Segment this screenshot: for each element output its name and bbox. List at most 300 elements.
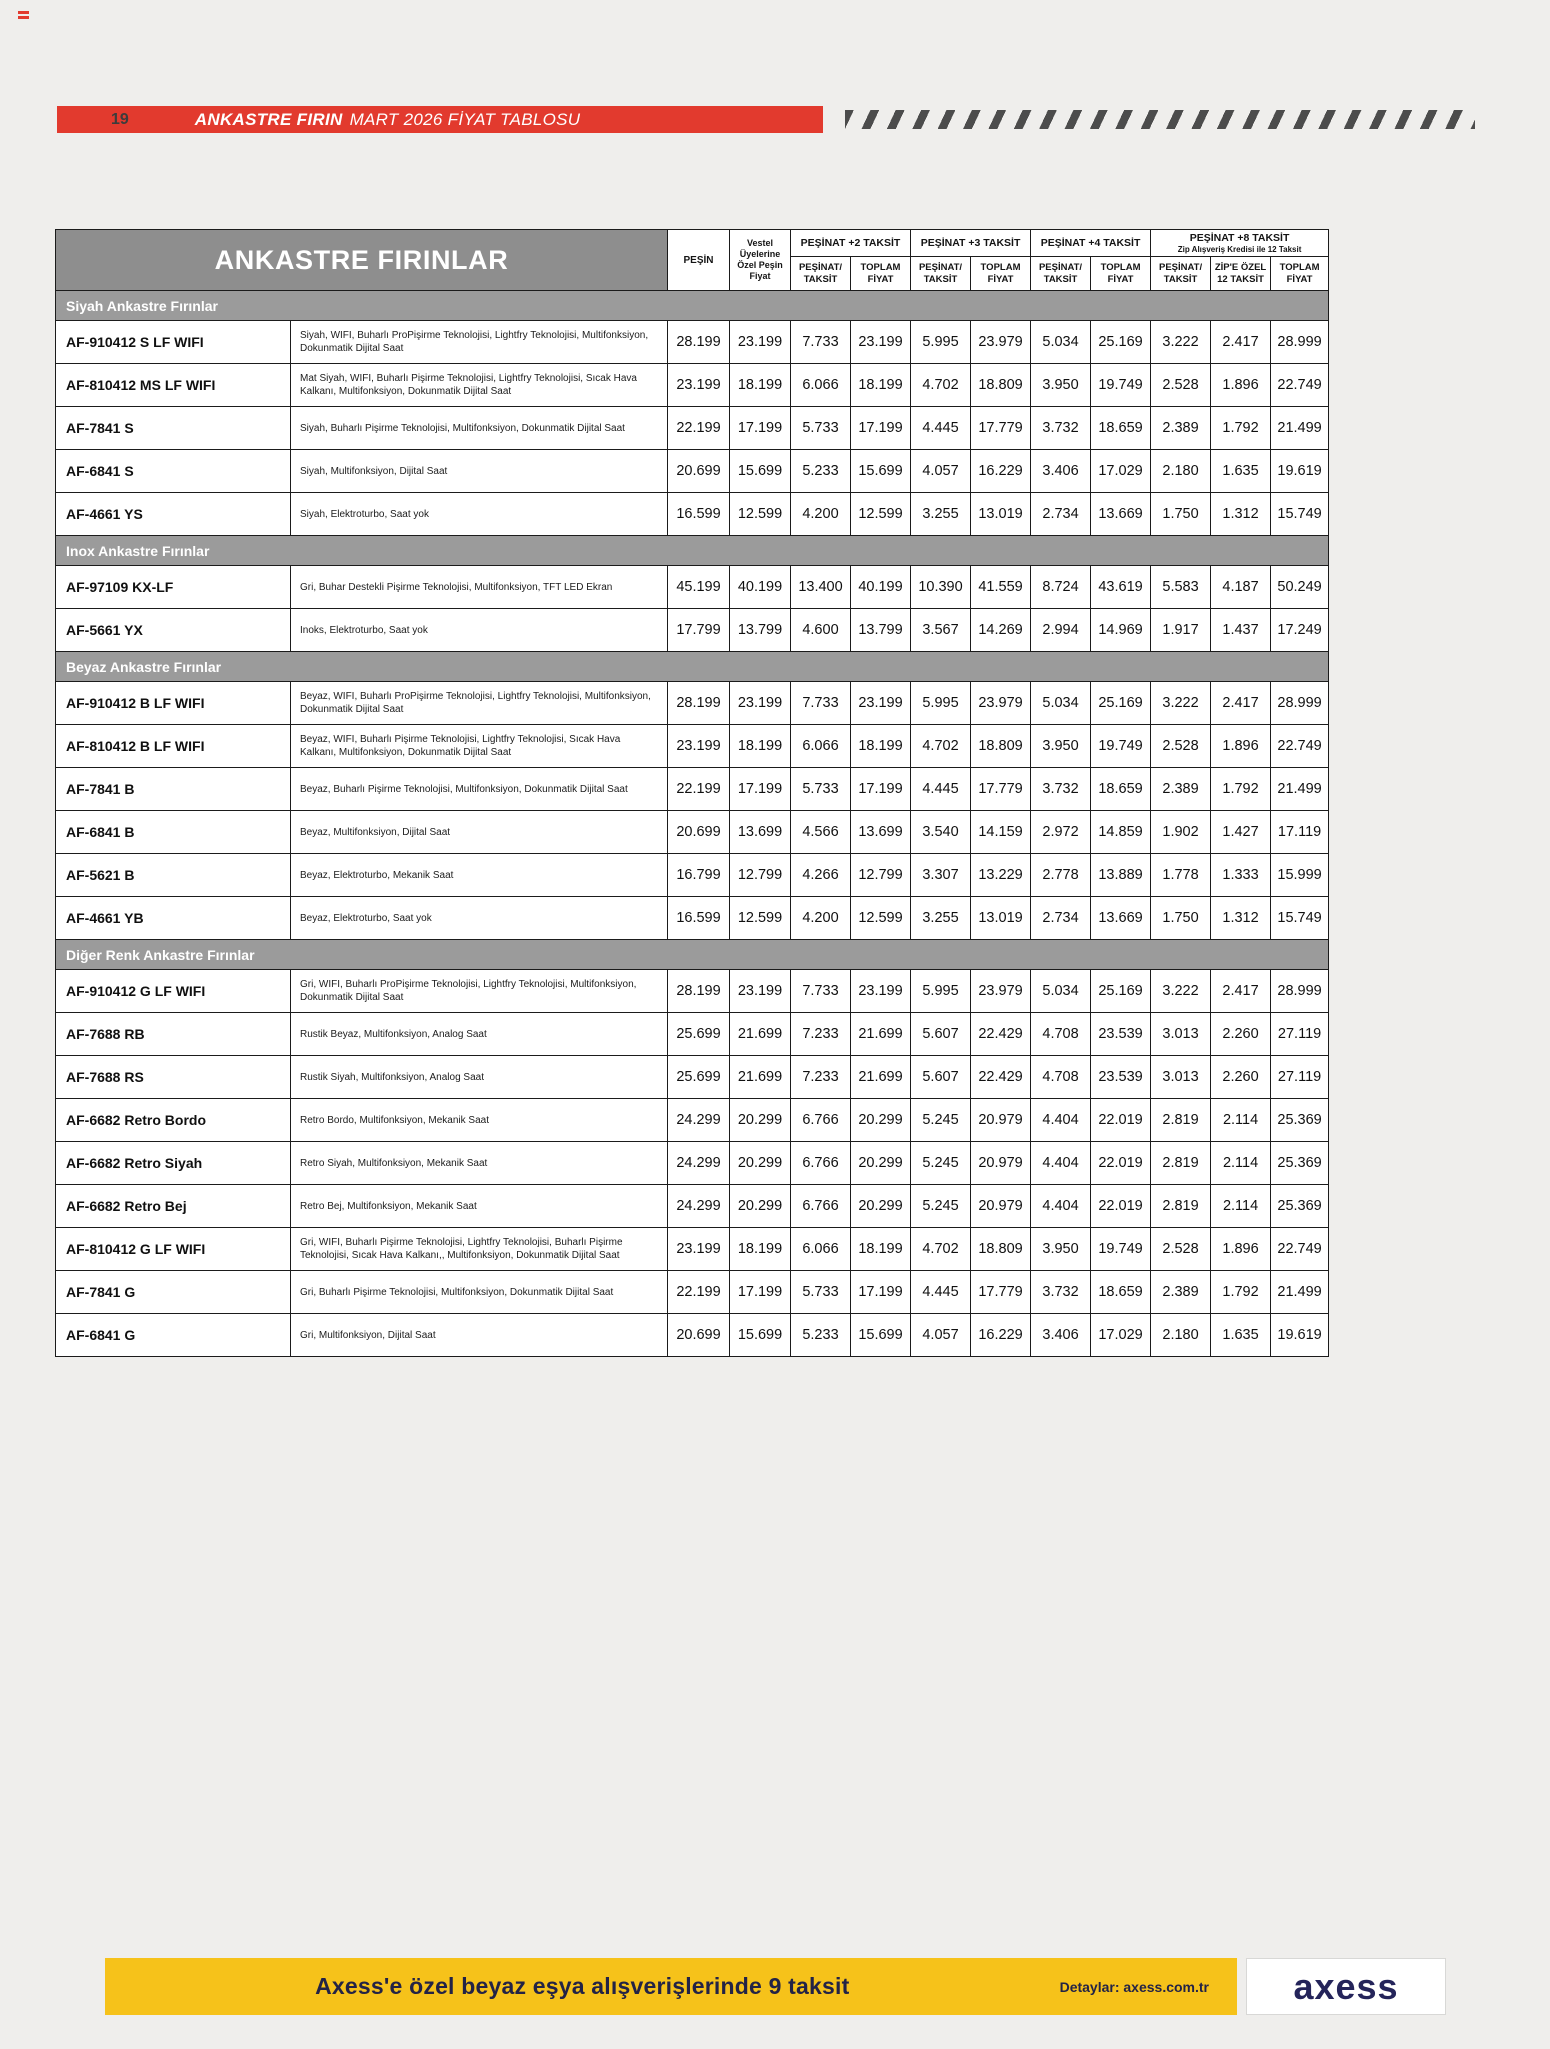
price-value: 1.896 [1211,364,1271,407]
price-value: 17.029 [1091,1314,1151,1357]
price-value: 4.404 [1031,1185,1091,1228]
col-header-vestel-uyelik: Vestel Üyelerine Özel Peşin Fiyat [730,230,791,291]
product-model: AF-4661 YS [56,493,291,536]
price-value: 40.199 [730,566,791,609]
price-value: 12.599 [730,493,791,536]
price-value: 5.034 [1031,682,1091,725]
price-value: 5.995 [911,682,971,725]
price-value: 1.312 [1211,897,1271,940]
price-value: 4.445 [911,407,971,450]
price-value: 28.999 [1271,321,1329,364]
price-value: 18.659 [1091,407,1151,450]
price-value: 20.299 [851,1185,911,1228]
price-value: 3.013 [1151,1056,1211,1099]
product-model: AF-7688 RB [56,1013,291,1056]
product-model: AF-810412 B LF WIFI [56,725,291,768]
price-value: 5.034 [1031,970,1091,1013]
price-value: 27.119 [1271,1056,1329,1099]
price-value: 25.369 [1271,1185,1329,1228]
axess-logo-box [1246,1958,1446,2015]
corner-mark-icon [18,11,29,21]
price-value: 22.749 [1271,364,1329,407]
price-value: 18.809 [971,364,1031,407]
price-value: 4.702 [911,1228,971,1271]
price-table-body [56,291,1329,1357]
price-value: 1.896 [1211,1228,1271,1271]
price-value: 23.539 [1091,1056,1151,1099]
product-row [56,682,1329,725]
price-value: 17.029 [1091,450,1151,493]
price-value: 7.733 [791,682,851,725]
header-group-row [56,230,1329,257]
price-value: 13.799 [851,609,911,652]
section-title: Beyaz Ankastre Fırınlar [56,652,1329,682]
price-value: 23.539 [1091,1013,1151,1056]
price-value: 3.222 [1151,321,1211,364]
price-value: 23.979 [971,970,1031,1013]
price-value: 17.779 [971,768,1031,811]
price-value: 2.734 [1031,493,1091,536]
price-value: 5.995 [911,970,971,1013]
price-value: 23.199 [730,682,791,725]
page-header [57,106,1475,133]
price-value: 4.057 [911,450,971,493]
price-value: 23.199 [668,364,730,407]
product-description: Siyah, Multifonksiyon, Dijital Saat [291,450,668,493]
price-value: 43.619 [1091,566,1151,609]
axess-logo: axess [1293,1965,1399,2007]
product-row [56,1185,1329,1228]
price-value: 6.066 [791,1228,851,1271]
price-value: 19.619 [1271,1314,1329,1357]
price-value: 18.199 [730,1228,791,1271]
price-value: 14.859 [1091,811,1151,854]
price-value: 20.979 [971,1142,1031,1185]
price-value: 18.199 [851,364,911,407]
price-value: 1.917 [1151,609,1211,652]
product-model: AF-5621 B [56,854,291,897]
section-header-row [56,291,1329,321]
product-description: Gri, Multifonksiyon, Dijital Saat [291,1314,668,1357]
price-value: 25.169 [1091,970,1151,1013]
price-value: 13.019 [971,897,1031,940]
price-value: 14.969 [1091,609,1151,652]
price-value: 2.994 [1031,609,1091,652]
price-value: 15.699 [730,1314,791,1357]
price-value: 6.766 [791,1099,851,1142]
price-value: 12.599 [730,897,791,940]
price-value: 4.266 [791,854,851,897]
price-value: 16.599 [668,493,730,536]
price-value: 25.169 [1091,321,1151,364]
product-model: AF-6682 Retro Bordo [56,1099,291,1142]
price-value: 45.199 [668,566,730,609]
product-model: AF-5661 YX [56,609,291,652]
price-value: 6.766 [791,1142,851,1185]
price-value: 3.732 [1031,1271,1091,1314]
product-model: AF-910412 S LF WIFI [56,321,291,364]
price-value: 8.724 [1031,566,1091,609]
banner-text: Axess'e özel beyaz eşya alışverişlerinde 9 taksit [315,1973,850,1999]
price-value: 17.249 [1271,609,1329,652]
col-header-pesinat-taksit-2: PEŞİNAT/ TAKSİT [791,257,851,291]
price-value: 4.702 [911,364,971,407]
price-value: 5.733 [791,1271,851,1314]
product-row [56,1099,1329,1142]
page-number: 19 [111,110,129,128]
price-value: 22.429 [971,1056,1031,1099]
price-value: 4.404 [1031,1099,1091,1142]
price-value: 2.260 [1211,1013,1271,1056]
price-value: 2.114 [1211,1185,1271,1228]
price-value: 2.389 [1151,1271,1211,1314]
price-value: 1.333 [1211,854,1271,897]
price-value: 50.249 [1271,566,1329,609]
price-value: 20.979 [971,1099,1031,1142]
price-value: 2.180 [1151,1314,1211,1357]
section-title: Siyah Ankastre Fırınlar [56,291,1329,321]
price-value: 7.233 [791,1056,851,1099]
price-value: 14.159 [971,811,1031,854]
product-model: AF-4661 YB [56,897,291,940]
price-value: 2.528 [1151,725,1211,768]
product-description: Siyah, Elektroturbo, Saat yok [291,493,668,536]
product-row [56,609,1329,652]
price-value: 18.199 [851,1228,911,1271]
price-value: 17.199 [851,407,911,450]
corner-mark-line [18,16,29,19]
price-value: 1.635 [1211,450,1271,493]
product-description: Beyaz, Multifonksiyon, Dijital Saat [291,811,668,854]
price-value: 3.950 [1031,364,1091,407]
table-title: ANKASTRE FIRINLAR [56,230,668,291]
product-model: AF-910412 G LF WIFI [56,970,291,1013]
product-row [56,1314,1329,1357]
price-value: 4.404 [1031,1142,1091,1185]
price-value: 23.979 [971,682,1031,725]
price-value: 13.799 [730,609,791,652]
price-value: 3.732 [1031,768,1091,811]
price-value: 2.819 [1151,1185,1211,1228]
price-value: 4.445 [911,768,971,811]
price-value: 13.889 [1091,854,1151,897]
product-model: AF-910412 B LF WIFI [56,682,291,725]
price-value: 2.260 [1211,1056,1271,1099]
price-value: 15.699 [851,450,911,493]
price-value: 5.583 [1151,566,1211,609]
price-value: 1.312 [1211,493,1271,536]
product-description: Beyaz, Buharlı Pişirme Teknolojisi, Multifonksiyon, Dokunmatik Dijital Saat [291,768,668,811]
price-value: 25.369 [1271,1142,1329,1185]
product-model: AF-7688 RS [56,1056,291,1099]
product-model: AF-6841 B [56,811,291,854]
price-value: 4.200 [791,493,851,536]
price-value: 15.699 [851,1314,911,1357]
price-value: 25.699 [668,1056,730,1099]
product-row [56,970,1329,1013]
col-group-pesinat-8-taksit [1151,230,1329,257]
axess-banner [105,1958,1237,2015]
price-value: 28.999 [1271,682,1329,725]
product-row [56,1271,1329,1314]
product-description: Rustik Siyah, Multifonksiyon, Analog Saat [291,1056,668,1099]
product-row [56,1013,1329,1056]
product-model: AF-810412 G LF WIFI [56,1228,291,1271]
product-model: AF-7841 S [56,407,291,450]
product-model: AF-6682 Retro Bej [56,1185,291,1228]
price-value: 4.708 [1031,1013,1091,1056]
product-model: AF-7841 B [56,768,291,811]
price-value: 16.599 [668,897,730,940]
product-row [56,1142,1329,1185]
price-value: 28.199 [668,970,730,1013]
price-value: 2.819 [1151,1099,1211,1142]
footer-banner [105,1958,1446,2015]
product-description: Beyaz, Elektroturbo, Mekanik Saat [291,854,668,897]
price-value: 16.229 [971,450,1031,493]
price-value: 24.299 [668,1142,730,1185]
price-value: 16.799 [668,854,730,897]
product-model: AF-6841 G [56,1314,291,1357]
diagonal-stripes-decoration [845,110,1475,129]
price-value: 1.750 [1151,493,1211,536]
price-value: 1.792 [1211,407,1271,450]
product-model: AF-6841 S [56,450,291,493]
price-value: 19.749 [1091,364,1151,407]
price-value: 3.950 [1031,725,1091,768]
price-value: 7.733 [791,321,851,364]
price-value: 22.749 [1271,725,1329,768]
header-title-bold: ANKASTRE FIRIN [194,109,343,129]
price-value: 21.699 [730,1013,791,1056]
price-value: 17.799 [668,609,730,652]
price-value: 5.607 [911,1056,971,1099]
col-header-toplam-fiyat-2: TOPLAM FİYAT [851,257,911,291]
col-header-zipe-ozel-12-taksit: ZİP'E ÖZEL 12 TAKSİT [1211,257,1271,291]
product-model: AF-7841 G [56,1271,291,1314]
price-value: 2.528 [1151,1228,1211,1271]
price-value: 17.199 [730,768,791,811]
col-header-pesinat-taksit-8: PEŞİNAT/ TAKSİT [1151,257,1211,291]
price-value: 3.222 [1151,682,1211,725]
price-value: 18.659 [1091,768,1151,811]
price-value: 3.255 [911,897,971,940]
price-value: 19.619 [1271,450,1329,493]
price-value: 13.400 [791,566,851,609]
col-group-pesinat-3-taksit: PEŞİNAT +3 TAKSİT [911,230,1031,257]
price-value: 5.245 [911,1099,971,1142]
price-value: 12.599 [851,493,911,536]
col-header-toplam-fiyat-3: TOPLAM FİYAT [971,257,1031,291]
product-description: Inoks, Elektroturbo, Saat yok [291,609,668,652]
price-value: 1.896 [1211,725,1271,768]
product-description: Gri, Buharlı Pişirme Teknolojisi, Multifonksiyon, Dokunmatik Dijital Saat [291,1271,668,1314]
price-value: 2.389 [1151,768,1211,811]
price-value: 5.733 [791,407,851,450]
price-value: 2.417 [1211,970,1271,1013]
price-value: 7.233 [791,1013,851,1056]
price-value: 23.979 [971,321,1031,364]
price-value: 6.066 [791,725,851,768]
price-value: 2.778 [1031,854,1091,897]
price-value: 21.699 [730,1056,791,1099]
price-value: 22.199 [668,407,730,450]
price-value: 13.019 [971,493,1031,536]
product-description: Gri, WIFI, Buharlı Pişirme Teknolojisi, Lightfry Teknolojisi, Buharlı Pişirme Teknolojisi, Sıcak Hava Kalkanı,, Multifonksiyon, Dokunmatik Dijital Saat [291,1228,668,1271]
product-description: Siyah, WIFI, Buharlı ProPişirme Teknolojisi, Lightfry Teknolojisi, Multifonksiyon, Dokunmatik Dijital Saat [291,321,668,364]
header-red-bar [57,106,823,133]
price-value: 5.245 [911,1185,971,1228]
price-value: 4.566 [791,811,851,854]
section-header-row [56,940,1329,970]
product-description: Beyaz, Elektroturbo, Saat yok [291,897,668,940]
section-title: Diğer Renk Ankastre Fırınlar [56,940,1329,970]
price-value: 20.699 [668,1314,730,1357]
product-description: Retro Siyah, Multifonksiyon, Mekanik Saat [291,1142,668,1185]
price-value: 20.299 [851,1142,911,1185]
price-value: 5.245 [911,1142,971,1185]
header-title-rest: MART 2026 FİYAT TABLOSU [349,109,581,129]
price-value: 3.222 [1151,970,1211,1013]
price-value: 17.779 [971,407,1031,450]
product-description: Rustik Beyaz, Multifonksiyon, Analog Saat [291,1013,668,1056]
price-value: 12.799 [851,854,911,897]
product-row [56,811,1329,854]
price-value: 6.066 [791,364,851,407]
price-table [55,229,1329,1357]
price-value: 2.734 [1031,897,1091,940]
price-value: 21.699 [851,1056,911,1099]
price-value: 1.792 [1211,1271,1271,1314]
price-value: 22.199 [668,768,730,811]
product-row [56,725,1329,768]
corner-mark-line [18,11,29,14]
price-value: 1.902 [1151,811,1211,854]
price-value: 23.199 [851,682,911,725]
price-value: 3.013 [1151,1013,1211,1056]
price-value: 3.307 [911,854,971,897]
price-value: 6.766 [791,1185,851,1228]
col-group-pesinat-8-label: PEŞİNAT +8 TAKSİT [1189,232,1290,244]
section-header-row [56,652,1329,682]
price-table-header [56,230,1329,291]
price-value: 18.659 [1091,1271,1151,1314]
section-header-row [56,536,1329,566]
price-value: 15.749 [1271,493,1329,536]
price-value: 2.389 [1151,407,1211,450]
price-value: 21.499 [1271,407,1329,450]
price-value: 15.699 [730,450,791,493]
price-value: 24.299 [668,1099,730,1142]
price-value: 23.199 [851,321,911,364]
price-value: 41.559 [971,566,1031,609]
product-model: AF-6682 Retro Siyah [56,1142,291,1185]
price-value: 1.635 [1211,1314,1271,1357]
price-value: 13.229 [971,854,1031,897]
price-value: 5.607 [911,1013,971,1056]
price-value: 13.669 [1091,897,1151,940]
price-value: 1.778 [1151,854,1211,897]
price-value: 4.187 [1211,566,1271,609]
product-description: Mat Siyah, WIFI, Buharlı Pişirme Teknolojisi, Lightfry Teknolojisi, Sıcak Hava Kalkanı, Multifonksiyon, Dokunmatik Dijital Saat [291,364,668,407]
price-value: 5.733 [791,768,851,811]
price-value: 40.199 [851,566,911,609]
price-value: 2.819 [1151,1142,1211,1185]
price-value: 12.599 [851,897,911,940]
price-value: 5.233 [791,1314,851,1357]
price-value: 25.369 [1271,1099,1329,1142]
header-title [195,110,581,130]
product-row [56,321,1329,364]
price-value: 4.702 [911,725,971,768]
product-row [56,493,1329,536]
price-value: 16.229 [971,1314,1031,1357]
product-row [56,897,1329,940]
price-value: 25.169 [1091,682,1151,725]
price-value: 24.299 [668,1185,730,1228]
col-header-toplam-fiyat-8: TOPLAM FİYAT [1271,257,1329,291]
price-value: 27.119 [1271,1013,1329,1056]
product-row [56,364,1329,407]
price-value: 3.950 [1031,1228,1091,1271]
price-value: 18.809 [971,725,1031,768]
price-value: 3.732 [1031,407,1091,450]
price-value: 23.199 [668,1228,730,1271]
price-value: 4.708 [1031,1056,1091,1099]
price-value: 7.733 [791,970,851,1013]
col-header-pesinat-taksit-4: PEŞİNAT/ TAKSİT [1031,257,1091,291]
price-value: 17.119 [1271,811,1329,854]
price-value: 3.406 [1031,450,1091,493]
product-model: AF-97109 KX-LF [56,566,291,609]
price-value: 5.233 [791,450,851,493]
price-value: 1.792 [1211,768,1271,811]
price-value: 4.200 [791,897,851,940]
product-description: Beyaz, WIFI, Buharlı Pişirme Teknolojisi, Lightfry Teknolojisi, Sıcak Hava Kalkanı, Multifonksiyon, Dokunmatik Dijital Saat [291,725,668,768]
price-value: 13.669 [1091,493,1151,536]
banner-details: Detaylar: axess.com.tr [1059,1978,1209,1995]
price-value: 20.699 [668,450,730,493]
col-header-toplam-fiyat-4: TOPLAM FİYAT [1091,257,1151,291]
price-value: 22.019 [1091,1142,1151,1185]
price-value: 21.499 [1271,1271,1329,1314]
price-value: 3.567 [911,609,971,652]
price-value: 18.809 [971,1228,1031,1271]
product-description: Retro Bordo, Multifonksiyon, Mekanik Saat [291,1099,668,1142]
price-value: 20.699 [668,811,730,854]
price-value: 20.979 [971,1185,1031,1228]
price-value: 2.114 [1211,1142,1271,1185]
price-value: 23.199 [851,970,911,1013]
price-value: 28.199 [668,321,730,364]
price-value: 23.199 [730,321,791,364]
section-title: Inox Ankastre Fırınlar [56,536,1329,566]
price-value: 4.600 [791,609,851,652]
price-value: 2.528 [1151,364,1211,407]
price-value: 22.199 [668,1271,730,1314]
price-value: 2.180 [1151,450,1211,493]
price-value: 13.699 [730,811,791,854]
col-header-pesin: PEŞİN [668,230,730,291]
price-value: 12.799 [730,854,791,897]
price-value: 22.749 [1271,1228,1329,1271]
price-value: 10.390 [911,566,971,609]
price-value: 5.995 [911,321,971,364]
product-description: Gri, WIFI, Buharlı ProPişirme Teknolojisi, Lightfry Teknolojisi, Multifonksiyon, Dokunmatik Dijital Saat [291,970,668,1013]
price-value: 3.255 [911,493,971,536]
col-group-pesinat-2-taksit: PEŞİNAT +2 TAKSİT [791,230,911,257]
price-value: 18.199 [730,364,791,407]
